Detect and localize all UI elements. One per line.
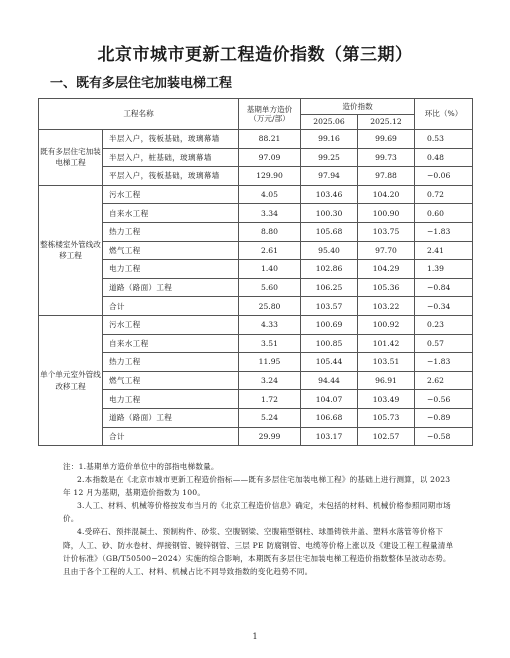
table-row (39, 204, 473, 223)
base-price-cell: 2.61 (239, 241, 301, 260)
base-price-cell: 29.99 (239, 427, 301, 446)
table-row (39, 222, 473, 241)
base-price-cell: 5.60 (239, 278, 301, 297)
item-name: 污水工程 (103, 185, 239, 204)
item-name: 污水工程 (103, 315, 239, 334)
base-price-cell: 97.09 (239, 148, 301, 167)
base-price-cell: 8.80 (239, 222, 301, 241)
base-price-cell: 129.90 (239, 167, 301, 186)
index-period-1-cell: 102.86 (301, 260, 358, 279)
index-period-1-cell: 106.68 (301, 408, 358, 427)
ratio-cell: 0.48 (415, 148, 473, 167)
base-price-cell: 4.05 (239, 185, 301, 204)
index-period-1-cell: 104.07 (301, 390, 358, 409)
header-ratio: 环比（%） (415, 99, 473, 130)
index-period-1-cell: 103.46 (301, 185, 358, 204)
item-name: 电力工程 (103, 260, 239, 279)
item-name: 半层入户，桩基础，玻璃幕墙 (103, 148, 239, 167)
index-period-1-cell: 103.17 (301, 427, 358, 446)
ratio-cell: −0.06 (415, 167, 473, 186)
index-period-2-cell: 104.20 (358, 185, 415, 204)
table-row (39, 390, 473, 409)
table-row (39, 297, 473, 316)
item-name: 自来水工程 (103, 334, 239, 353)
header-period-1: 2025.06 (301, 115, 358, 130)
table-row (39, 185, 473, 204)
item-name: 热力工程 (103, 353, 239, 372)
document-title: 北京市城市更新工程造价指数（第三期） (97, 45, 413, 65)
ratio-cell: 0.60 (415, 204, 473, 223)
index-period-2-cell: 105.73 (358, 408, 415, 427)
item-name: 电力工程 (103, 390, 239, 409)
index-period-2-cell: 104.29 (358, 260, 415, 279)
price-index-table (38, 98, 473, 446)
index-period-1-cell: 94.44 (301, 371, 358, 390)
section-heading: 一、既有多层住宅加装电梯工程 (50, 76, 233, 91)
index-period-2-cell: 99.73 (358, 148, 415, 167)
note-1: 注：1.基期单方造价单位中的部指电梯数量。 (63, 462, 219, 471)
item-name: 平层入户，筏板基础，玻璃幕墙 (103, 167, 239, 186)
item-name: 自来水工程 (103, 204, 239, 223)
ratio-cell: 0.72 (415, 185, 473, 204)
table-row (39, 427, 473, 446)
index-period-1-cell: 100.85 (301, 334, 358, 353)
ratio-cell: −0.84 (415, 278, 473, 297)
base-price-cell: 3.24 (239, 371, 301, 390)
table-row (39, 167, 473, 186)
page-number: 1 (252, 632, 258, 641)
ratio-cell: 2.41 (415, 241, 473, 260)
index-period-1-cell: 105.68 (301, 222, 358, 241)
table-row (39, 371, 473, 390)
base-price-cell: 88.21 (239, 130, 301, 149)
item-name: 燃气工程 (103, 241, 239, 260)
notes-section (63, 460, 455, 578)
index-period-1-cell: 97.94 (301, 167, 358, 186)
index-period-2-cell: 103.49 (358, 390, 415, 409)
index-period-2-cell: 101.42 (358, 334, 415, 353)
item-name: 合计 (103, 427, 239, 446)
ratio-cell: −0.34 (415, 297, 473, 316)
index-period-1-cell: 105.44 (301, 353, 358, 372)
note-2: 2.本指数是在《北京市城市更新工程造价指标——既有多层住宅加装电梯工程》的基础上进行测算，以 2023 年 12 月为基期，基期造价指数为 100。 (63, 475, 451, 498)
index-period-1-cell: 100.69 (301, 315, 358, 334)
index-period-2-cell: 97.88 (358, 167, 415, 186)
ratio-cell: −1.83 (415, 353, 473, 372)
item-name: 燃气工程 (103, 371, 239, 390)
index-period-1-cell: 103.57 (301, 297, 358, 316)
ratio-cell: −1.83 (415, 222, 473, 241)
header-base-price: 基期单方造价（万元/部） (239, 99, 301, 130)
base-price-cell: 1.72 (239, 390, 301, 409)
ratio-cell: 0.53 (415, 130, 473, 149)
item-name: 半层入户，筏板基础，玻璃幕墙 (103, 130, 239, 149)
item-name: 道路（路面）工程 (103, 278, 239, 297)
ratio-cell: 0.23 (415, 315, 473, 334)
table-row (39, 315, 473, 334)
ratio-cell: −0.56 (415, 390, 473, 409)
index-period-2-cell: 96.91 (358, 371, 415, 390)
base-price-cell: 25.80 (239, 297, 301, 316)
index-period-2-cell: 103.51 (358, 353, 415, 372)
item-name: 热力工程 (103, 222, 239, 241)
table-row (39, 148, 473, 167)
base-price-cell: 4.33 (239, 315, 301, 334)
header-project-name: 工程名称 (39, 99, 239, 130)
note-4: 4.受碎石、预拌混凝土、预制构件、砂浆、空腹钢梁、空腹箱型钢柱、球墨铸铁井盖、塑料水落管等价格下降，人工、砂、防水卷材、焊接钢管、镀锌钢管、三层 PE 防腐钢管、电缆等价格上涨以及《建设工程工程量清单计价标准》（GB/T50500−2024）实施的综合影响，本期既有多层住宅加装电梯工程造价指数整体呈波动态势。且由于各个工程的人工、材料、机械占比不同导致指数的变化趋势不同。 (63, 527, 454, 576)
table-row (39, 241, 473, 260)
note-3: 3.人工、材料、机械等价格按发布当月的《北京工程造价信息》确定，未包括的材料、机械价格参照同期市场价。 (63, 501, 451, 524)
index-period-1-cell: 100.30 (301, 204, 358, 223)
header-index: 造价指数 (301, 99, 415, 115)
ratio-cell: 0.57 (415, 334, 473, 353)
table-row (39, 334, 473, 353)
index-period-2-cell: 97.70 (358, 241, 415, 260)
header-period-2: 2025.12 (358, 115, 415, 130)
table-row (39, 353, 473, 372)
table-row (39, 130, 473, 149)
index-period-2-cell: 103.75 (358, 222, 415, 241)
item-name: 道路（路面）工程 (103, 408, 239, 427)
index-period-1-cell: 99.16 (301, 130, 358, 149)
group-name: 既有多层住宅加装电梯工程 (39, 130, 103, 186)
table-row (39, 260, 473, 279)
index-period-1-cell: 99.25 (301, 148, 358, 167)
group-name: 整栋楼室外管线改移工程 (39, 185, 103, 315)
index-period-2-cell: 100.92 (358, 315, 415, 334)
index-period-2-cell: 105.36 (358, 278, 415, 297)
index-period-2-cell: 100.90 (358, 204, 415, 223)
table-row (39, 278, 473, 297)
base-price-cell: 1.40 (239, 260, 301, 279)
index-period-1-cell: 106.25 (301, 278, 358, 297)
base-price-cell: 3.51 (239, 334, 301, 353)
index-period-2-cell: 103.22 (358, 297, 415, 316)
index-period-2-cell: 99.69 (358, 130, 415, 149)
index-period-1-cell: 95.40 (301, 241, 358, 260)
ratio-cell: −0.58 (415, 427, 473, 446)
base-price-cell: 11.95 (239, 353, 301, 372)
ratio-cell: 2.62 (415, 371, 473, 390)
group-name: 单个单元室外管线改移工程 (39, 315, 103, 445)
index-period-2-cell: 102.57 (358, 427, 415, 446)
ratio-cell: −0.89 (415, 408, 473, 427)
ratio-cell: 1.39 (415, 260, 473, 279)
base-price-cell: 5.24 (239, 408, 301, 427)
item-name: 合计 (103, 297, 239, 316)
table-row (39, 408, 473, 427)
base-price-cell: 3.34 (239, 204, 301, 223)
